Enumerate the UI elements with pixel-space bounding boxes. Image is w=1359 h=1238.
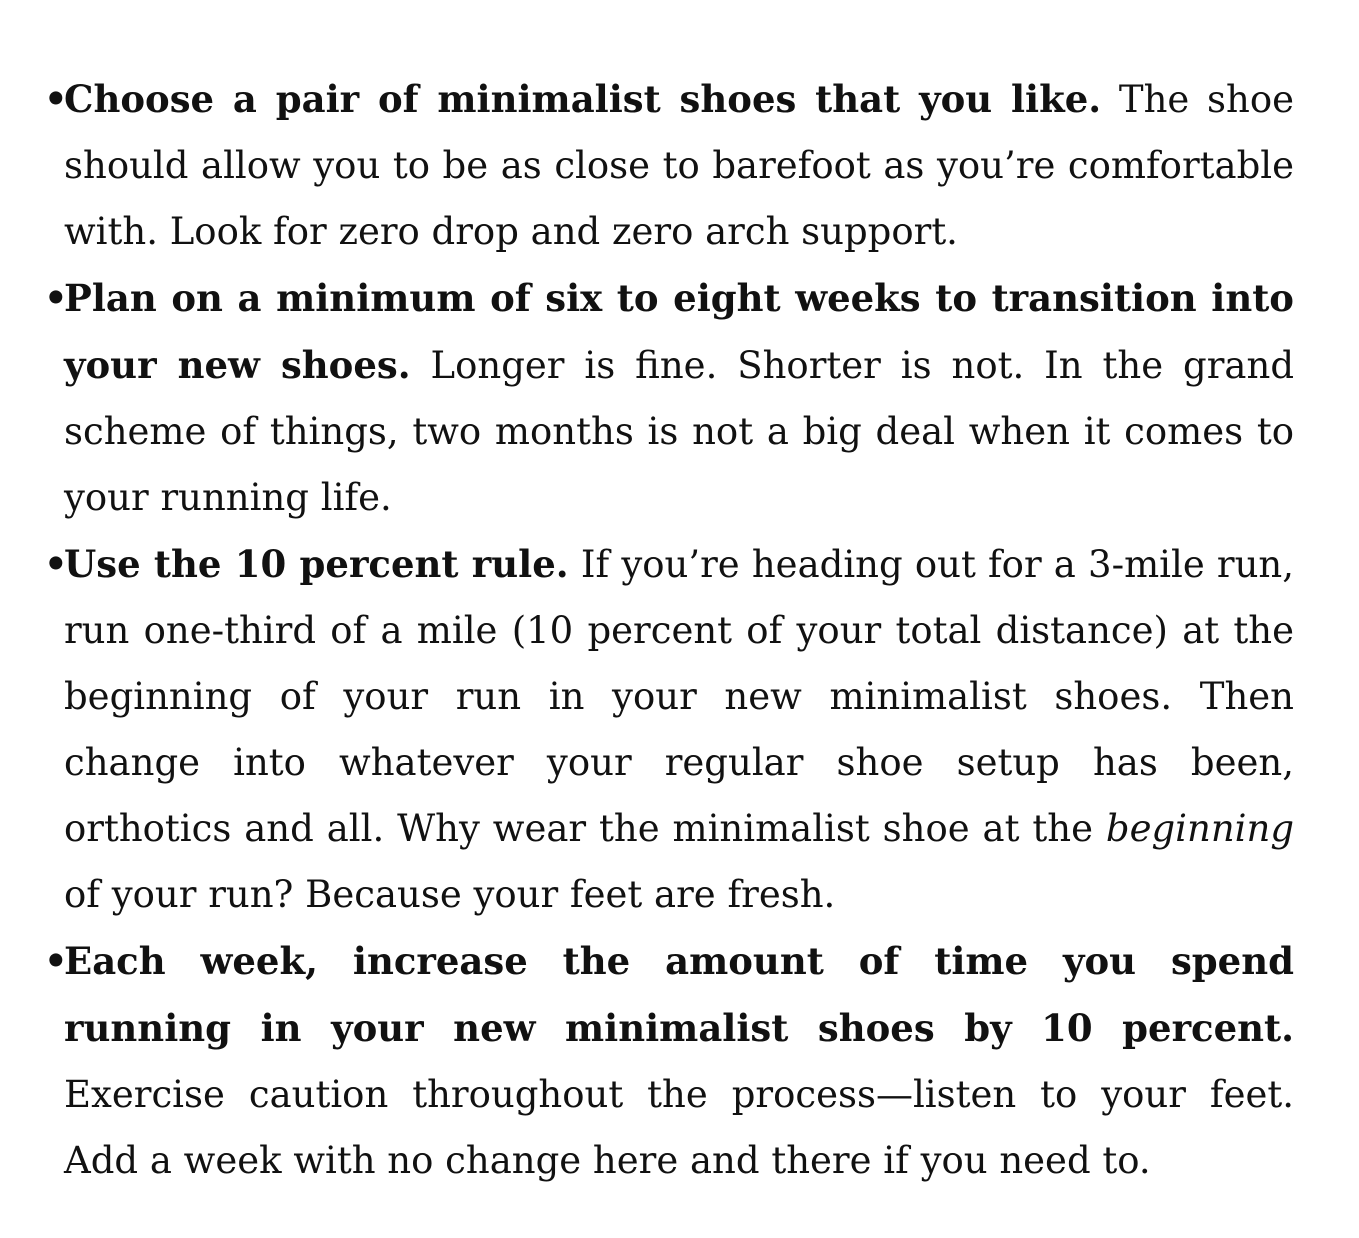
bullet-icon: •: [44, 542, 68, 586]
list-item-lead: Plan on a minimum of six to eight weeks to transition into your new shoes.: [64, 276, 1294, 387]
list-item-text: The shoe should allow you to be as close to barefoot as you’re comfortable with. Look for zero drop and zero arch support.: [64, 78, 1295, 253]
list-item-text-end: of your run? Because your feet are fresh.: [64, 873, 836, 916]
list-item-lead: Choose a pair of minimalist shoes that you like.: [64, 77, 1102, 121]
list-item-text: Exercise caution throughout the process—listen to your feet. Add a week with no change here and there if you need to.: [64, 1073, 1294, 1182]
bullet-icon: •: [44, 77, 68, 121]
list-item-emphasis: beginning: [1105, 807, 1294, 850]
list-item-ten-percent-rule: [44, 531, 1295, 928]
list-item-text: If you’re heading out for a 3-mile run, run one-third of a mile (10 percent of your total distance) at the beginning of your run in your new minimalist shoes. Then change into whatever your regular shoe setup has been, orthotics and all. Why wear the minimalist shoe at the: [64, 543, 1295, 850]
list-item-lead: Each week, increase the amount of time you spend running in your new minimalist shoes by 10 percent.: [64, 939, 1294, 1050]
list-item-weekly-increase: [44, 928, 1294, 1194]
transition-tips-list: [44, 66, 1295, 1194]
bullet-icon: •: [44, 276, 68, 320]
list-item-text: Longer is fine. Shorter is not. In the grand scheme of things, two months is not a big deal when it comes to your running life.: [64, 344, 1294, 519]
list-item-lead: Use the 10 percent rule.: [64, 542, 569, 586]
list-item-transition-plan: [44, 265, 1294, 531]
bullet-icon: •: [44, 939, 68, 983]
document-page: [44, 66, 1295, 1194]
list-item-choose-shoes: [44, 66, 1295, 265]
